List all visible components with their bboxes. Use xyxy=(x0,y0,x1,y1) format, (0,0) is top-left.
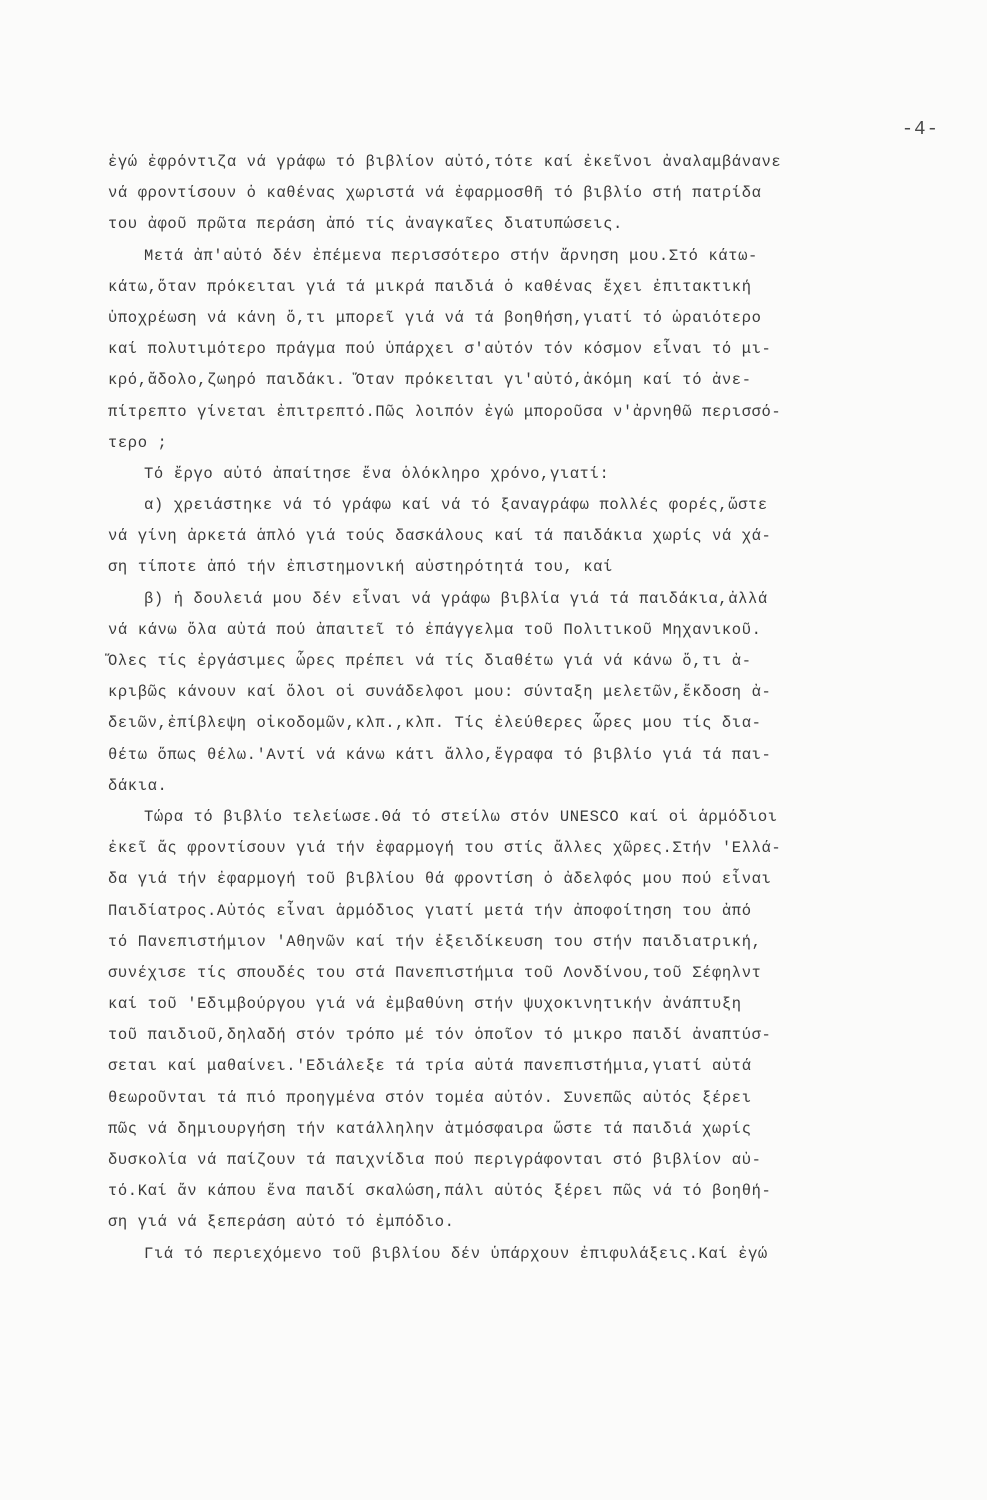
text-line: β) ἡ δουλειά μου δέν εἶναι νά γράφω βιβλία γιά τά παιδάκια,ἀλλά xyxy=(144,589,768,608)
text-line: του ἀφοῦ πρῶτα περάση ἀπό τίς ἀναγκαῖες διατυπώσεις. xyxy=(108,215,623,234)
text-line: πῶς νά δημιουργήση τήν κατάλληλην ἀτμόσφαιρα ὥστε τά παιδιά χωρίς xyxy=(108,1119,752,1138)
text-line: δα γιά τήν ἐφαρμογή τοῦ βιβλίου θά φροντίση ὁ ἀδελφός μου πού εἶναι xyxy=(108,870,772,889)
text-line: κάτω,ὅταν πρόκειται γιά τά μικρά παιδιά ὁ καθένας ἔχει ἐπιτακτική xyxy=(108,277,752,296)
text-line: Γιά τό περιεχόμενο τοῦ βιβλίου δέν ὑπάρχουν ἐπιφυλάξεις.Καί ἐγώ xyxy=(144,1244,768,1263)
text-line: νά γίνη ἀρκετά ἁπλό γιά τούς δασκάλους καί τά παιδάκια χωρίς νά χά- xyxy=(108,527,772,546)
text-line: ἐκεῖ ἄς φροντίσουν γιά τήν ἐφαρμογή του στίς ἄλλες χῶρες.Στήν 'Ελλά- xyxy=(108,839,782,858)
text-line: θέτω ὅπως θέλω.'Αντί νά κάνω κάτι ἄλλο,ἔγραφα τό βιβλίο γιά τά παι- xyxy=(108,745,772,764)
document-body xyxy=(108,147,948,1270)
text-line: ση γιά νά ξεπεράση αὐτό τό ἐμπόδιο. xyxy=(108,1213,455,1232)
text-line: δειῶν,ἐπίβλεψη οἰκοδομῶν,κλπ.,κλπ. Τίς ἐλεύθερες ὧρες μου τίς δια- xyxy=(108,714,762,733)
text-line: δυσκολία νά παίζουν τά παιχνίδια πού περιγράφονται στό βιβλίον αὐ- xyxy=(108,1151,762,1169)
text-line: ση τίποτε ἀπό τήν ἐπιστημονική αὐστηρότητά του, καί xyxy=(108,558,613,577)
page-number: -4- xyxy=(901,118,939,140)
text-line: καί πολυτιμότερο πράγμα πού ὑπάρχει σ'αὐτόν τόν κόσμον εἶναι τό μι- xyxy=(108,340,772,359)
text-line: τοῦ παιδιοῦ,δηλαδή στόν τρόπο μέ τόν ὁποῖον τό μικρο παιδί ἀναπτύσ- xyxy=(108,1026,772,1045)
text-line: τερο ; xyxy=(108,433,168,452)
text-line: πίτρεπτο γίνεται ἐπιτρεπτό.Πῶς λοιπόν ἐγώ μποροῦσα ν'ἀρνηθῶ περισσό- xyxy=(108,402,782,421)
text-line: ἐγώ ἐφρόντιζα νά γράφω τό βιβλίον αὐτό,τότε καί ἐκεῖνοι ἀναλαμβάνανε xyxy=(108,153,782,171)
text-line: νά φροντίσουν ὁ καθένας χωριστά νά ἐφαρμοσθῆ τό βιβλίο στή πατρίδα xyxy=(108,184,762,203)
text-line: Τώρα τό βιβλίο τελείωσε.Θά τό στείλω στόν UNESCO καί οἱ ἁρμόδιοι xyxy=(144,807,778,826)
text-line: τό Πανεπιστήμιον 'Αθηνῶν καί τήν ἐξειδίκευση του στήν παιδιατρική, xyxy=(108,932,762,951)
text-line: συνέχισε τίς σπουδές του στά Πανεπιστήμια τοῦ Λονδίνου,τοῦ Σέφηλντ xyxy=(108,963,762,982)
text-line: ὑποχρέωση νά κάνη ὅ,τι μπορεῖ γιά νά τά βοηθήση,γιατί τό ὡραιότερο xyxy=(108,308,762,327)
text-line: καί τοῦ 'Εδιμβούργου γιά νά ἐμβαθύνη στήν ψυχοκινητικήν ἀνάπτυξη xyxy=(108,995,742,1014)
text-line: Ὅλες τίς ἐργάσιμες ὧρες πρέπει νά τίς διαθέτω γιά νά κάνω ὅ,τι ἀ- xyxy=(108,652,752,670)
text-line: Παιδίατρος.Αὐτός εἶναι ἁρμόδιος γιατί μετά τήν ἀποφοίτηση του ἀπό xyxy=(108,901,752,920)
text-line: Τό ἔργο αὐτό ἀπαίτησε ἕνα ὁλόκληρο χρόνο,γιατί: xyxy=(144,464,610,483)
text-line: δάκια. xyxy=(108,776,168,795)
text-line: σεται καί μαθαίνει.'Εδιάλεξε τά τρία αὐτά πανεπιστήμια,γιατί αὐτά xyxy=(108,1057,752,1076)
text-line: Μετά ἀπ'αὐτό δέν ἐπέμενα περισσότερο στήν ἄρνηση μου.Στό κάτω- xyxy=(144,246,758,265)
text-line: κριβῶς κάνουν καί ὅλοι οἱ συνάδελφοι μου: σύνταξη μελετῶν,ἔκδοση ἀ- xyxy=(108,683,772,702)
text-line: τό.Καί ἄν κάπου ἕνα παιδί σκαλώση,πάλι αὐτός ξέρει πῶς νά τό βοηθή- xyxy=(108,1182,772,1201)
text-line: α) χρειάστηκε νά τό γράφω καί νά τό ξαναγράφω πολλές φορές,ὥστε xyxy=(144,496,768,515)
text-line: κρό,ἄδολο,ζωηρό παιδάκι. Ὅταν πρόκειται γι'αὐτό,ἀκόμη καί τό ἀνε- xyxy=(108,371,752,390)
text-line: νά κάνω ὅλα αὐτά πού ἀπαιτεῖ τό ἐπάγγελμα τοῦ Πολιτικοῦ Μηχανικοῦ. xyxy=(108,620,762,639)
text-line: θεωροῦνται τά πιό προηγμένα στόν τομέα αὐτόν. Συνεπῶς αὐτός ξέρει xyxy=(108,1088,752,1107)
